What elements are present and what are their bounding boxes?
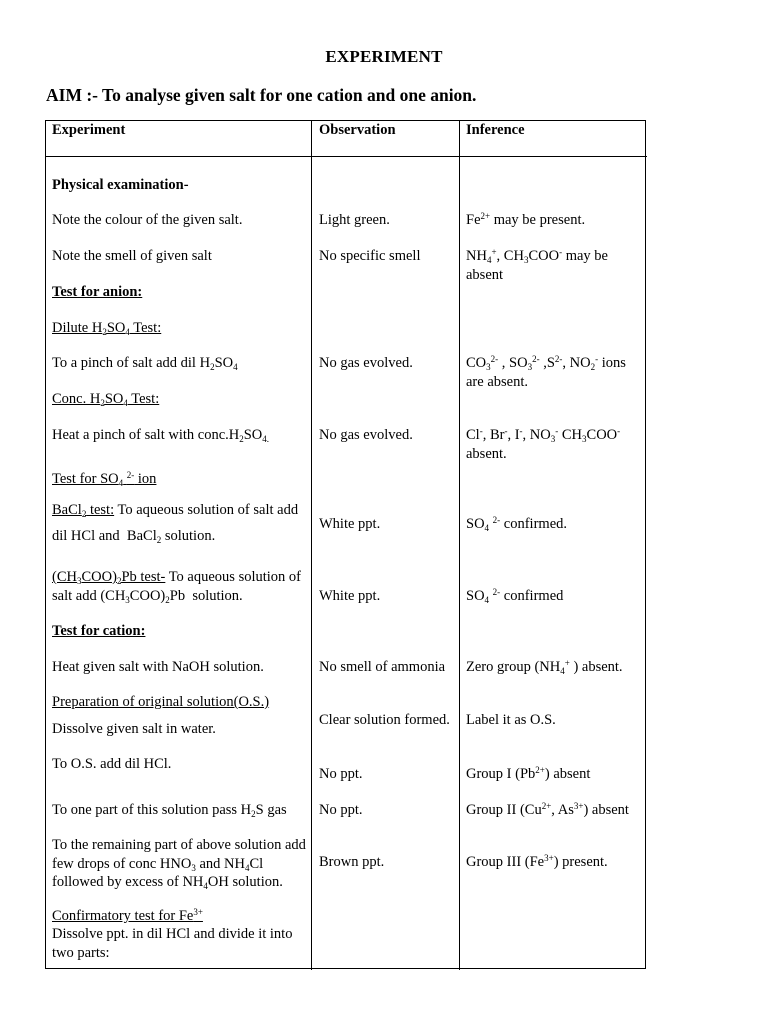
dilute-test-observation: No gas evolved. bbox=[319, 355, 413, 371]
pb-acetate-test-inference: $SO_4$ $^{2-}$ confirmed bbox=[466, 587, 564, 605]
pb-acetate-test-experiment: $(CH_3COO)_2Pb$ test- To aqueous solution of salt add $(CH_3COO)_2Pb$ solution. bbox=[52, 569, 301, 605]
bacl2-test-label: BaCl$_2$ test: bbox=[52, 502, 115, 519]
h2s-test-experiment: To one part of this solution pass $H_2S$ gas bbox=[52, 802, 287, 819]
colour-test-inference bbox=[466, 211, 642, 230]
hcl-test-experiment: To O.S. add dil HCl. bbox=[52, 756, 172, 772]
pb-acetate-test-observation: White ppt. bbox=[319, 588, 381, 604]
so4-test-heading: Test for $SO_4$ $^{2-}$ ion bbox=[52, 470, 157, 488]
os-prep-inference: Label it as O.S. bbox=[466, 712, 556, 728]
physical-examination-heading: Physical examination- bbox=[52, 177, 189, 193]
naoh-test-inference: Zero group ($NH_4^+$ ) absent. bbox=[466, 658, 623, 676]
bacl2-test-inference: $SO_4$ $^{2-}$ confirmed. bbox=[466, 515, 568, 533]
original-solution-heading: Preparation of original solution(O.S.) bbox=[52, 694, 270, 710]
smell-test-observation: No specific smell bbox=[319, 248, 421, 264]
header-divider bbox=[45, 156, 647, 157]
h2s-test-inference: Group II ($Cu^{2+}$, $As^{3+}$) absent bbox=[466, 801, 629, 818]
anion-test-heading: Test for anion: bbox=[52, 284, 143, 300]
conc-test-observation: No gas evolved. bbox=[319, 427, 413, 443]
group3-test-inference: Group III $(Fe^{3+})$ present. bbox=[466, 853, 608, 870]
bacl2-test-observation: White ppt. bbox=[319, 516, 381, 532]
smell-test-inference: $NH_4^+$, $CH_3COO^-$ may be absent bbox=[466, 247, 608, 283]
aim-statement: AIM :- To analyse given salt for one cation and one anion. bbox=[46, 85, 477, 105]
fe-charge: 2+ bbox=[480, 211, 491, 221]
pb-acetate-test-label: $(CH_3COO)_2Pb$ test- bbox=[52, 569, 166, 586]
group3-test-experiment: To the remaining part of above solution add few drops of conc $HNO_3$ and $NH_4Cl$ followed by excess of $NH_4OH$ solution. bbox=[52, 837, 306, 891]
hcl-test-inference: Group I $(Pb^{2+})$ absent bbox=[466, 765, 591, 782]
os-prep-experiment: Dissolve given salt in water. bbox=[52, 721, 216, 737]
h2s-test-observation: No ppt. bbox=[319, 802, 363, 818]
column-divider-2 bbox=[459, 120, 460, 970]
header-inference: Inference bbox=[466, 122, 525, 138]
dilute-h2so4-heading: Dilute $H_2SO_4$ Test: bbox=[52, 320, 162, 337]
cation-test-heading: Test for cation: bbox=[52, 623, 146, 639]
fe-confirmatory-experiment: Dissolve ppt. in dil HCl and divide it into two parts: bbox=[52, 926, 293, 961]
group3-test-observation: Brown ppt. bbox=[319, 854, 385, 870]
naoh-test-experiment: Heat given salt with NaOH solution. bbox=[52, 659, 264, 675]
column-divider-1 bbox=[311, 120, 312, 970]
header-experiment: Experiment bbox=[52, 122, 126, 138]
conc-h2so4-heading: Conc. $H_2SO_4$ Test: bbox=[52, 391, 160, 408]
fe-symbol: Fe bbox=[466, 212, 481, 228]
document-title: EXPERIMENT bbox=[325, 47, 443, 66]
fe-confirmatory-heading: Confirmatory test for $Fe^{3+}$ bbox=[52, 907, 203, 924]
naoh-test-observation: No smell of ammonia bbox=[319, 659, 446, 675]
colour-inference-text: may be present. bbox=[490, 212, 586, 228]
header-observation: Observation bbox=[319, 122, 396, 138]
smell-test-experiment: Note the smell of given salt bbox=[52, 248, 212, 264]
conc-test-inference: Cl-, Br-, I-, $NO_3^-$ $CH_3COO^-$ absent. bbox=[466, 426, 621, 462]
colour-test-observation: Light green. bbox=[319, 212, 390, 228]
hcl-test-observation: No ppt. bbox=[319, 766, 363, 782]
dilute-test-inference: $CO_3^{2-}$ , $SO_3^{2-}$ $,S^{2-}$, $NO_2^-$ ions are absent. bbox=[466, 354, 626, 390]
colour-test-experiment: Note the colour of the given salt. bbox=[52, 212, 243, 228]
conc-test-experiment: Heat a pinch of salt with $conc.H_2SO_{4.}$ bbox=[52, 427, 270, 444]
os-prep-observation: Clear solution formed. bbox=[319, 712, 450, 728]
bacl2-test-experiment: BaCl$_2$ test: To aqueous solution of salt add dil HCl and BaCl$_2$ solution. bbox=[52, 502, 299, 545]
dilute-test-experiment: To a pinch of salt add dil $H_2SO_4$ bbox=[52, 355, 238, 372]
